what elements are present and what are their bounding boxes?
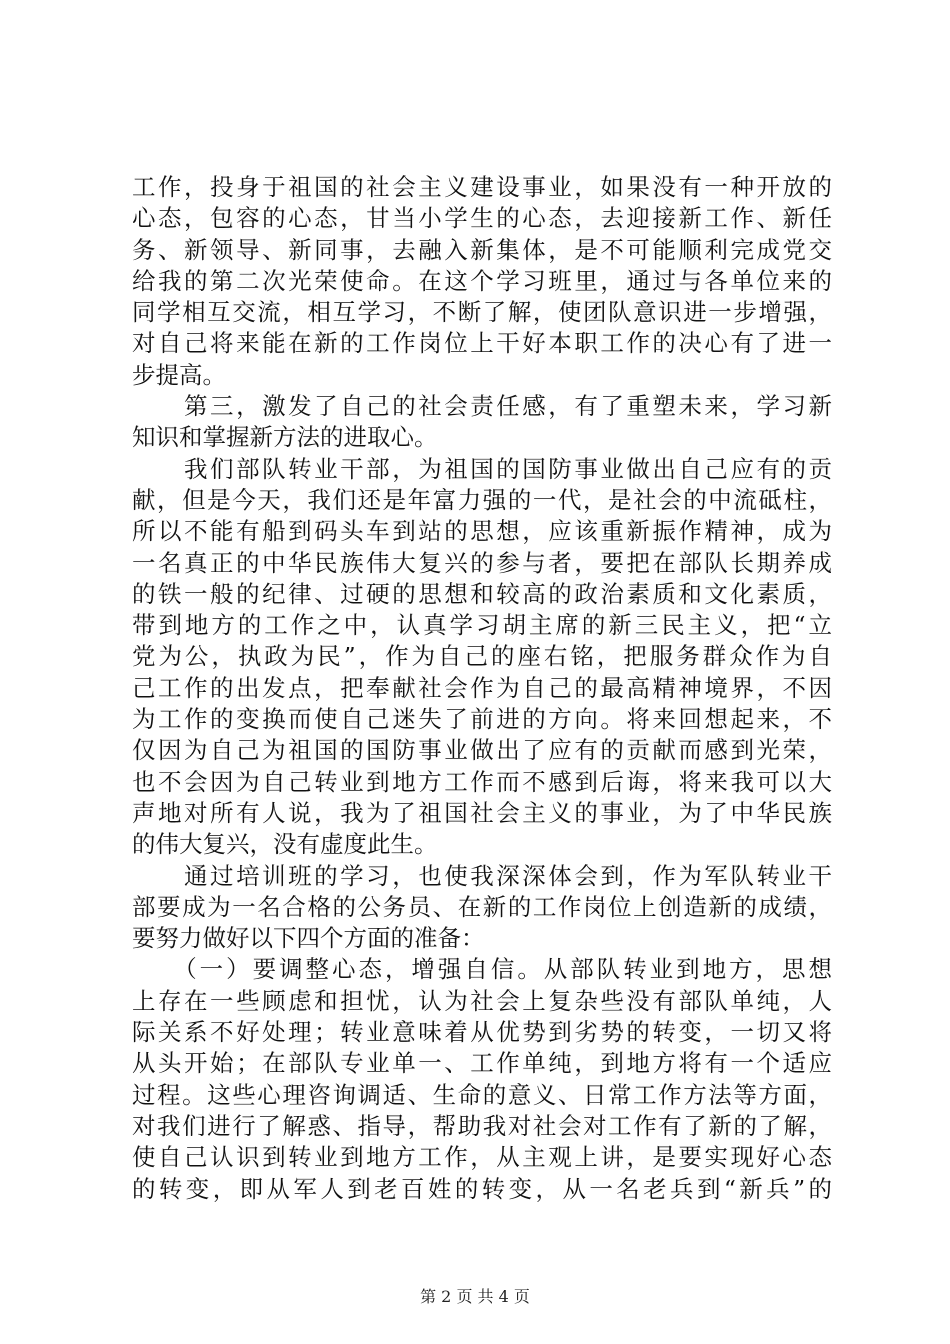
text-line: 给我的第二次光荣使命。在这个学习班里，通过与各单位来的	[132, 266, 832, 295]
text-line: 要努力做好以下四个方面的准备：	[132, 924, 485, 953]
text-line: 心态，包容的心态，甘当小学生的心态，去迎接新工作、新任	[132, 204, 832, 233]
text-line: 知识和掌握新方法的进取心。	[132, 423, 438, 452]
text-line: 务、新领导、新同事，去融入新集体，是不可能顺利完成党交	[132, 235, 832, 264]
text-line: 通过培训班的学习，也使我深深体会到，作为军队转业干	[132, 861, 832, 890]
text-line: 一名真正的中华民族伟大复兴的参与者，要把在部队长期养成	[132, 548, 832, 577]
text-line: 所以不能有船到码头车到站的思想，应该重新振作精神，成为	[132, 517, 832, 546]
text-line: 也不会因为自己转业到地方工作而不感到后诲，将来我可以大	[132, 767, 832, 796]
text-line: 从头开始；在部队专业单一、工作单纯，到地方将有一个适应	[132, 1049, 832, 1078]
text-line: 己工作的出发点，把奉献社会作为自己的最高精神境界，不因	[132, 673, 832, 702]
document-body	[132, 172, 832, 1205]
text-line: 献，但是今天，我们还是年富力强的一代，是社会的中流砥柱，	[132, 485, 832, 514]
text-line: 过程。这些心理咨询调适、生命的意义、日常工作方法等方面，	[132, 1080, 832, 1109]
page-footer	[0, 1284, 950, 1307]
text-line: 仅因为自己为祖国的国防事业做出了应有的贡献而感到光荣，	[132, 736, 832, 765]
text-line: （一）要调整心态，增强自信。从部队转业到地方，思想	[132, 955, 832, 984]
text-line: 使自己认识到转业到地方工作，从主观上讲，是要实现好心态	[132, 1143, 832, 1172]
text-line: 党为公，执政为民”，作为自己的座右铭，把服务群众作为自	[132, 642, 832, 671]
text-line: 部要成为一名合格的公务员、在新的工作岗位上创造新的成绩，	[132, 892, 832, 921]
text-line: 第三，激发了自己的社会责任感，有了重塑未来，学习新	[132, 392, 832, 421]
text-line: 为工作的变换而使自己迷失了前进的方向。将来回想起来，不	[132, 705, 832, 734]
text-line: 声地对所有人说，我为了祖国社会主义的事业，为了中华民族	[132, 798, 832, 827]
text-line: 上存在一些顾虑和担忧，认为社会上复杂些没有部队单纯，人	[132, 986, 832, 1015]
text-line: 带到地方的工作之中，认真学习胡主席的新三民主义，把“立	[132, 611, 832, 640]
text-line: 的伟大复兴，没有虚度此生。	[132, 830, 438, 859]
text-line: 同学相互交流，相互学习，不断了解，使团队意识进一步增强，	[132, 298, 832, 327]
page-number-label: 第 2 页 共 4 页	[420, 1287, 530, 1306]
text-line: 工作，投身于祖国的社会主义建设事业，如果没有一种开放的	[132, 173, 832, 201]
text-line: 我们部队转业干部，为祖国的国防事业做出自己应有的贡	[132, 454, 832, 483]
text-line: 对自己将来能在新的工作岗位上干好本职工作的决心有了进一	[132, 329, 832, 358]
text-line: 步提高。	[132, 360, 226, 389]
text-line: 的铁一般的纪律、过硬的思想和较高的政治素质和文化素质，	[132, 579, 832, 608]
text-line: 对我们进行了解惑、指导，帮助我对社会对工作有了新的了解，	[132, 1111, 832, 1140]
text-line: 际关系不好处理；转业意味着从优势到劣势的转变，一切又将	[132, 1018, 832, 1047]
text-line: 的转变，即从军人到老百姓的转变，从一名老兵到“新兵”的	[132, 1174, 832, 1203]
